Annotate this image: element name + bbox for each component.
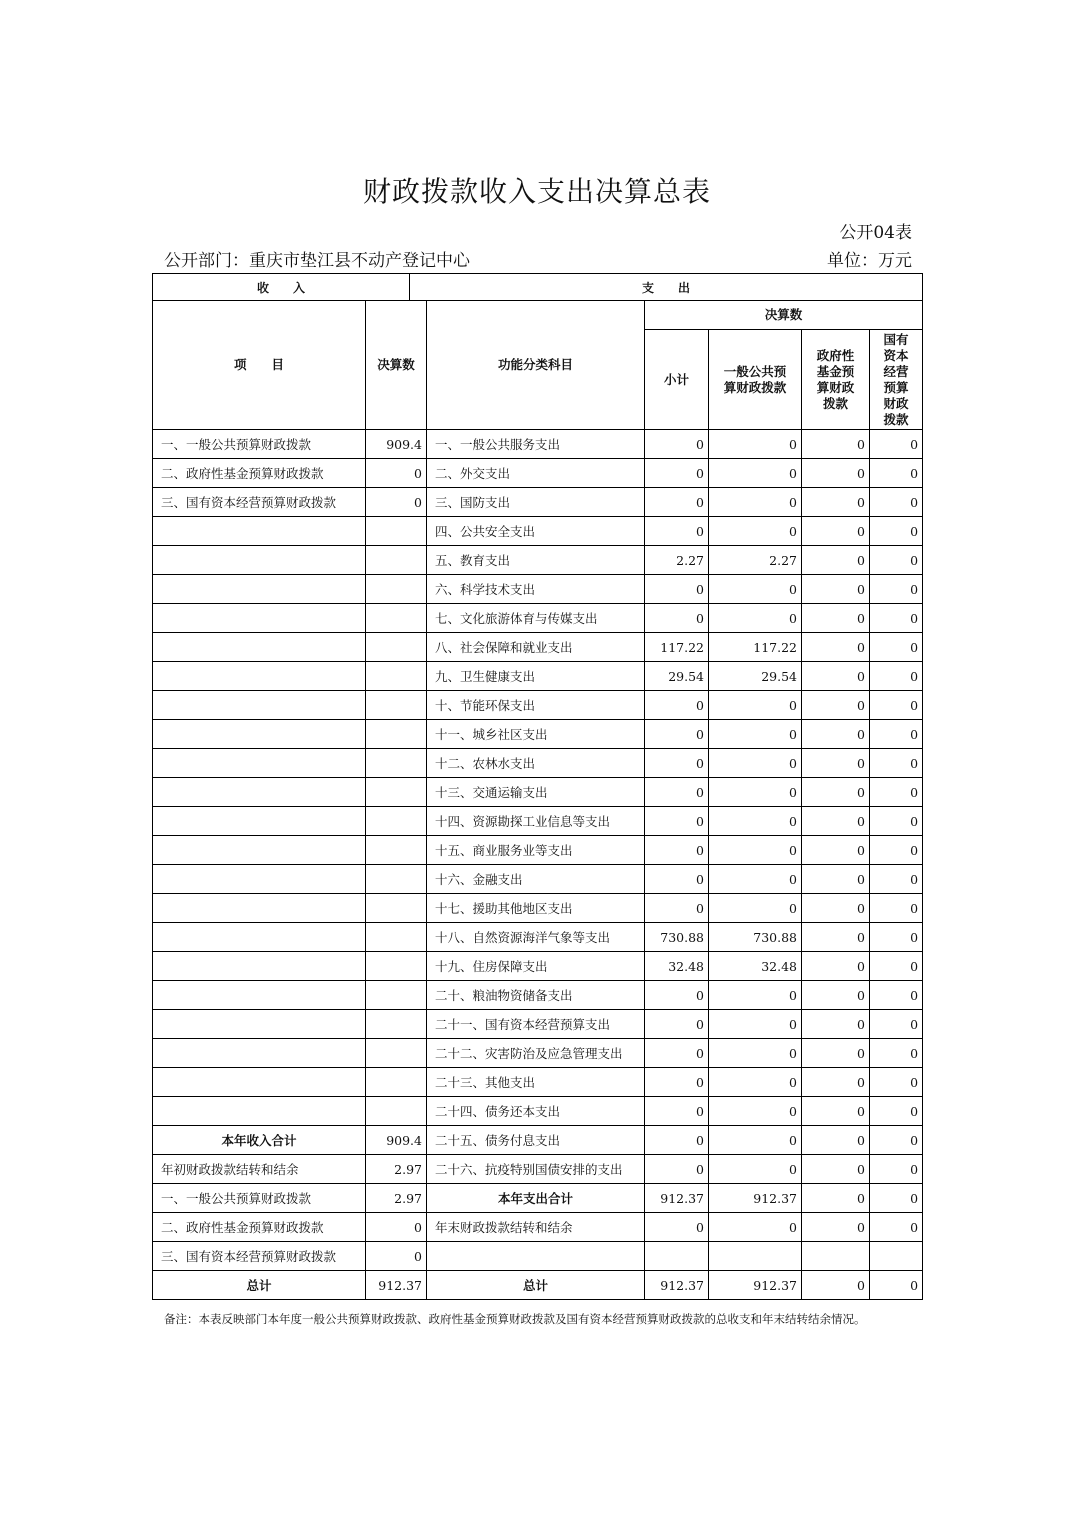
- general-budget-cell: 0: [709, 691, 802, 720]
- expense-item-cell: 二十、粮油物资储备支出: [427, 981, 645, 1010]
- fund-budget-cell: 0: [802, 1271, 870, 1300]
- expense-item-cell: 十七、援助其他地区支出: [427, 894, 645, 923]
- table-row: [153, 633, 923, 662]
- income-amount-cell: [366, 546, 427, 575]
- fund-budget-cell: 0: [802, 778, 870, 807]
- table-row: [153, 1242, 923, 1271]
- subtotal-cell: 0: [645, 1213, 709, 1242]
- page-title: 财政拨款收入支出决算总表: [362, 175, 711, 208]
- income-amount-cell: 0: [366, 488, 427, 517]
- income-amount-cell: 0: [366, 459, 427, 488]
- state-capital-cell: 0: [870, 430, 923, 459]
- general-budget-cell: 0: [709, 778, 802, 807]
- state-capital-cell: 0: [870, 749, 923, 778]
- fund-budget-cell: 0: [802, 546, 870, 575]
- fund-budget-cell: 0: [802, 459, 870, 488]
- table-row: [153, 923, 923, 952]
- income-item-cell: [153, 865, 366, 894]
- state-capital-cell: 0: [870, 1068, 923, 1097]
- fund-budget-cell: 0: [802, 923, 870, 952]
- expense-item-cell: 二十二、灾害防治及应急管理支出: [427, 1039, 645, 1068]
- state-capital-cell: 0: [870, 633, 923, 662]
- state-capital-cell: 0: [870, 488, 923, 517]
- state-capital-cell: 0: [870, 952, 923, 981]
- income-amount-cell: [366, 691, 427, 720]
- income-item-cell: [153, 691, 366, 720]
- general-budget-cell: 0: [709, 1155, 802, 1184]
- general-budget-header: 一般公共预算财政拨款: [709, 330, 802, 430]
- income-header: 收 入: [153, 274, 410, 301]
- expense-item-cell: 十四、资源勘探工业信息等支出: [427, 807, 645, 836]
- state-capital-cell: 0: [870, 691, 923, 720]
- expense-item-cell: 十六、金融支出: [427, 865, 645, 894]
- table-row: [153, 1184, 923, 1213]
- general-budget-cell: 0: [709, 1126, 802, 1155]
- subtotal-cell: 0: [645, 720, 709, 749]
- state-capital-cell: 0: [870, 1155, 923, 1184]
- department-label: 公开部门：重庆市垫江县不动产登记中心: [164, 251, 470, 271]
- expense-item-cell: 二十四、债务还本支出: [427, 1097, 645, 1126]
- expense-item-cell: 总计: [427, 1271, 645, 1300]
- general-budget-cell: 0: [709, 981, 802, 1010]
- table-row: [153, 517, 923, 546]
- income-item-cell: [153, 662, 366, 691]
- income-amount-cell: 0: [366, 1242, 427, 1271]
- expense-item-cell: 十八、自然资源海洋气象等支出: [427, 923, 645, 952]
- income-item-cell: 二、政府性基金预算财政拨款: [153, 459, 366, 488]
- general-budget-cell: 0: [709, 1010, 802, 1039]
- fund-budget-header: 政府性基金预算财政拨款: [802, 330, 870, 430]
- function-header: 功能分类科目: [427, 301, 645, 430]
- subtotal-cell: 0: [645, 575, 709, 604]
- fund-budget-cell: [802, 1242, 870, 1271]
- fund-budget-cell: 0: [802, 691, 870, 720]
- income-amount-cell: [366, 1010, 427, 1039]
- table-row: [153, 1097, 923, 1126]
- expense-item-cell: 十二、农林水支出: [427, 749, 645, 778]
- form-number: 公开04表: [839, 223, 912, 243]
- income-item-cell: 总计: [153, 1271, 366, 1300]
- budget-group-header: 决算数: [645, 301, 923, 330]
- general-budget-cell: 2.27: [709, 546, 802, 575]
- income-item-cell: [153, 604, 366, 633]
- income-item-cell: [153, 720, 366, 749]
- subtotal-cell: 32.48: [645, 952, 709, 981]
- subtotal-cell: 0: [645, 459, 709, 488]
- expense-item-cell: 十九、住房保障支出: [427, 952, 645, 981]
- state-capital-cell: 0: [870, 662, 923, 691]
- fund-budget-cell: 0: [802, 981, 870, 1010]
- state-capital-cell: 0: [870, 836, 923, 865]
- fund-budget-cell: 0: [802, 1126, 870, 1155]
- income-item-cell: [153, 575, 366, 604]
- general-budget-cell: 730.88: [709, 923, 802, 952]
- state-capital-cell: 0: [870, 546, 923, 575]
- unit-label: 单位：万元: [827, 251, 912, 271]
- table-row: [153, 865, 923, 894]
- income-item-cell: [153, 981, 366, 1010]
- general-budget-cell: 0: [709, 575, 802, 604]
- income-item-cell: [153, 807, 366, 836]
- general-budget-cell: 0: [709, 1039, 802, 1068]
- fund-budget-cell: 0: [802, 952, 870, 981]
- income-amount-cell: 2.97: [366, 1155, 427, 1184]
- expense-item-cell: 二十一、国有资本经营预算支出: [427, 1010, 645, 1039]
- expense-header: 支 出: [410, 274, 923, 301]
- income-amount-cell: 909.4: [366, 1126, 427, 1155]
- subtotal-header: 小计: [645, 330, 709, 430]
- fund-budget-cell: 0: [802, 865, 870, 894]
- expense-item-cell: 一、一般公共服务支出: [427, 430, 645, 459]
- general-budget-cell: 0: [709, 836, 802, 865]
- table-row: [153, 1039, 923, 1068]
- state-capital-cell: 0: [870, 1097, 923, 1126]
- income-amount-cell: [366, 865, 427, 894]
- footnote: 备注：本表反映部门本年度一般公共预算财政拨款、政府性基金预算财政拨款及国有资本经营预算财政拨款的总收支和年末结转结余情况。: [164, 1312, 866, 1326]
- general-budget-cell: [709, 1242, 802, 1271]
- income-item-cell: [153, 1068, 366, 1097]
- expense-item-cell: 十一、城乡社区支出: [427, 720, 645, 749]
- subtotal-cell: 0: [645, 1097, 709, 1126]
- general-budget-cell: 32.48: [709, 952, 802, 981]
- expense-item-cell: 十三、交通运输支出: [427, 778, 645, 807]
- fund-budget-cell: 0: [802, 1213, 870, 1242]
- general-budget-cell: 29.54: [709, 662, 802, 691]
- income-amount-cell: [366, 662, 427, 691]
- table-row: [153, 604, 923, 633]
- state-capital-cell: 0: [870, 1213, 923, 1242]
- subtotal-cell: 0: [645, 865, 709, 894]
- budget-table: [152, 300, 923, 1300]
- subtotal-cell: [645, 1242, 709, 1271]
- fund-budget-cell: 0: [802, 575, 870, 604]
- state-capital-cell: 0: [870, 1271, 923, 1300]
- income-item-cell: 一、一般公共预算财政拨款: [153, 1184, 366, 1213]
- subtotal-cell: 0: [645, 778, 709, 807]
- state-capital-cell: 0: [870, 1039, 923, 1068]
- table-row: [153, 430, 923, 459]
- expense-item-cell: 二十五、债务付息支出: [427, 1126, 645, 1155]
- subtotal-cell: 0: [645, 1126, 709, 1155]
- subtotal-cell: 2.27: [645, 546, 709, 575]
- subtotal-cell: 912.37: [645, 1271, 709, 1300]
- income-item-cell: [153, 749, 366, 778]
- income-amount-cell: [366, 517, 427, 546]
- expense-item-cell: 二十六、抗疫特别国债安排的支出: [427, 1155, 645, 1184]
- fund-budget-cell: 0: [802, 1155, 870, 1184]
- section-header-table: [152, 273, 923, 301]
- subtotal-cell: 0: [645, 894, 709, 923]
- income-item-cell: [153, 1039, 366, 1068]
- subtotal-cell: 0: [645, 517, 709, 546]
- expense-item-cell: 二、外交支出: [427, 459, 645, 488]
- subtotal-cell: 0: [645, 749, 709, 778]
- table-row: [153, 720, 923, 749]
- table-row: [153, 836, 923, 865]
- income-amount-cell: 2.97: [366, 1184, 427, 1213]
- general-budget-cell: 0: [709, 488, 802, 517]
- general-budget-cell: 0: [709, 430, 802, 459]
- income-item-cell: [153, 952, 366, 981]
- fund-budget-cell: 0: [802, 633, 870, 662]
- expense-item-cell: 二十三、其他支出: [427, 1068, 645, 1097]
- income-amount-cell: [366, 894, 427, 923]
- table-row: [153, 1068, 923, 1097]
- subtotal-cell: 0: [645, 430, 709, 459]
- income-item-cell: 一、一般公共预算财政拨款: [153, 430, 366, 459]
- fund-budget-cell: 0: [802, 749, 870, 778]
- fund-budget-cell: 0: [802, 1097, 870, 1126]
- subtotal-cell: 0: [645, 836, 709, 865]
- table-row: [153, 1010, 923, 1039]
- income-amount-cell: [366, 981, 427, 1010]
- fund-budget-cell: 0: [802, 1184, 870, 1213]
- general-budget-cell: 0: [709, 1213, 802, 1242]
- table-row: [153, 749, 923, 778]
- table-row: [153, 546, 923, 575]
- state-capital-cell: 0: [870, 1126, 923, 1155]
- subtotal-cell: 730.88: [645, 923, 709, 952]
- state-capital-cell: 0: [870, 981, 923, 1010]
- fund-budget-cell: 0: [802, 662, 870, 691]
- income-amount-cell: [366, 604, 427, 633]
- income-item-cell: 二、政府性基金预算财政拨款: [153, 1213, 366, 1242]
- expense-item-cell: 本年支出合计: [427, 1184, 645, 1213]
- state-capital-cell: 0: [870, 720, 923, 749]
- table-row: [153, 662, 923, 691]
- state-capital-header: 国有资本经营预算财政拨款: [870, 330, 923, 430]
- fund-budget-cell: 0: [802, 517, 870, 546]
- general-budget-cell: 912.37: [709, 1271, 802, 1300]
- fund-budget-cell: 0: [802, 807, 870, 836]
- subtotal-cell: 0: [645, 604, 709, 633]
- expense-item-cell: 三、国防支出: [427, 488, 645, 517]
- subtotal-cell: 0: [645, 488, 709, 517]
- income-item-cell: [153, 836, 366, 865]
- income-item-cell: [153, 894, 366, 923]
- state-capital-cell: 0: [870, 604, 923, 633]
- general-budget-cell: 0: [709, 894, 802, 923]
- income-item-cell: [153, 1010, 366, 1039]
- income-item-cell: [153, 546, 366, 575]
- expense-item-cell: 十、节能环保支出: [427, 691, 645, 720]
- subtotal-cell: 0: [645, 1039, 709, 1068]
- expense-item-cell: 四、公共安全支出: [427, 517, 645, 546]
- income-amount-cell: [366, 952, 427, 981]
- general-budget-cell: 0: [709, 604, 802, 633]
- fund-budget-cell: 0: [802, 720, 870, 749]
- income-amount-cell: [366, 923, 427, 952]
- fund-budget-cell: 0: [802, 1039, 870, 1068]
- subtotal-cell: 0: [645, 1155, 709, 1184]
- income-amount-cell: [366, 807, 427, 836]
- income-amount-cell: [366, 720, 427, 749]
- income-amount-cell: 0: [366, 1213, 427, 1242]
- expense-item-cell: 六、科学技术支出: [427, 575, 645, 604]
- expense-item-cell: 五、教育支出: [427, 546, 645, 575]
- expense-item-cell: 八、社会保障和就业支出: [427, 633, 645, 662]
- expense-item-cell: 年末财政拨款结转和结余: [427, 1213, 645, 1242]
- income-amount-cell: [366, 749, 427, 778]
- general-budget-cell: 0: [709, 865, 802, 894]
- income-item-cell: 三、国有资本经营预算财政拨款: [153, 1242, 366, 1271]
- expense-item-cell: 九、卫生健康支出: [427, 662, 645, 691]
- income-amount-cell: [366, 1039, 427, 1068]
- state-capital-cell: 0: [870, 865, 923, 894]
- income-amount-cell: [366, 1068, 427, 1097]
- subtotal-cell: 0: [645, 691, 709, 720]
- income-item-cell: [153, 778, 366, 807]
- table-row: [153, 488, 923, 517]
- general-budget-cell: 912.37: [709, 1184, 802, 1213]
- table-row: [153, 952, 923, 981]
- table-row: [153, 1271, 923, 1300]
- table-row: [153, 1213, 923, 1242]
- state-capital-cell: 0: [870, 1010, 923, 1039]
- state-capital-cell: 0: [870, 923, 923, 952]
- general-budget-cell: 0: [709, 517, 802, 546]
- table-row: [153, 807, 923, 836]
- table-row: [153, 778, 923, 807]
- state-capital-cell: 0: [870, 778, 923, 807]
- general-budget-cell: 0: [709, 1097, 802, 1126]
- expense-item-cell: [427, 1242, 645, 1271]
- income-item-cell: [153, 923, 366, 952]
- state-capital-cell: 0: [870, 807, 923, 836]
- general-budget-cell: 0: [709, 749, 802, 778]
- expense-item-cell: 七、文化旅游体育与传媒支出: [427, 604, 645, 633]
- amount-header: 决算数: [366, 301, 427, 430]
- income-item-cell: 年初财政拨款结转和结余: [153, 1155, 366, 1184]
- item-header: 项 目: [153, 301, 366, 430]
- state-capital-cell: [870, 1242, 923, 1271]
- subtotal-cell: 0: [645, 1068, 709, 1097]
- table-row: [153, 894, 923, 923]
- table-row: [153, 575, 923, 604]
- expense-item-cell: 十五、商业服务业等支出: [427, 836, 645, 865]
- general-budget-cell: 117.22: [709, 633, 802, 662]
- state-capital-cell: 0: [870, 517, 923, 546]
- general-budget-cell: 0: [709, 1068, 802, 1097]
- subtotal-cell: 912.37: [645, 1184, 709, 1213]
- table-row: [153, 981, 923, 1010]
- fund-budget-cell: 0: [802, 604, 870, 633]
- income-item-cell: 三、国有资本经营预算财政拨款: [153, 488, 366, 517]
- subtotal-cell: 0: [645, 807, 709, 836]
- table-row: [153, 459, 923, 488]
- subtotal-cell: 0: [645, 981, 709, 1010]
- fund-budget-cell: 0: [802, 836, 870, 865]
- table-row: [153, 1155, 923, 1184]
- state-capital-cell: 0: [870, 575, 923, 604]
- income-item-cell: [153, 633, 366, 662]
- fund-budget-cell: 0: [802, 1068, 870, 1097]
- fund-budget-cell: 0: [802, 488, 870, 517]
- income-amount-cell: [366, 575, 427, 604]
- income-amount-cell: [366, 778, 427, 807]
- income-amount-cell: [366, 633, 427, 662]
- general-budget-cell: 0: [709, 459, 802, 488]
- income-item-cell: [153, 517, 366, 546]
- table-row: [153, 691, 923, 720]
- state-capital-cell: 0: [870, 1184, 923, 1213]
- table-row: [153, 1126, 923, 1155]
- fund-budget-cell: 0: [802, 430, 870, 459]
- general-budget-cell: 0: [709, 720, 802, 749]
- subtotal-cell: 0: [645, 1010, 709, 1039]
- fund-budget-cell: 0: [802, 894, 870, 923]
- subtotal-cell: 117.22: [645, 633, 709, 662]
- income-amount-cell: 912.37: [366, 1271, 427, 1300]
- income-item-cell: [153, 1097, 366, 1126]
- state-capital-cell: 0: [870, 894, 923, 923]
- subtotal-cell: 29.54: [645, 662, 709, 691]
- income-amount-cell: [366, 836, 427, 865]
- fund-budget-cell: 0: [802, 1010, 870, 1039]
- income-amount-cell: [366, 1097, 427, 1126]
- state-capital-cell: 0: [870, 459, 923, 488]
- general-budget-cell: 0: [709, 807, 802, 836]
- income-amount-cell: 909.4: [366, 430, 427, 459]
- income-item-cell: 本年收入合计: [153, 1126, 366, 1155]
